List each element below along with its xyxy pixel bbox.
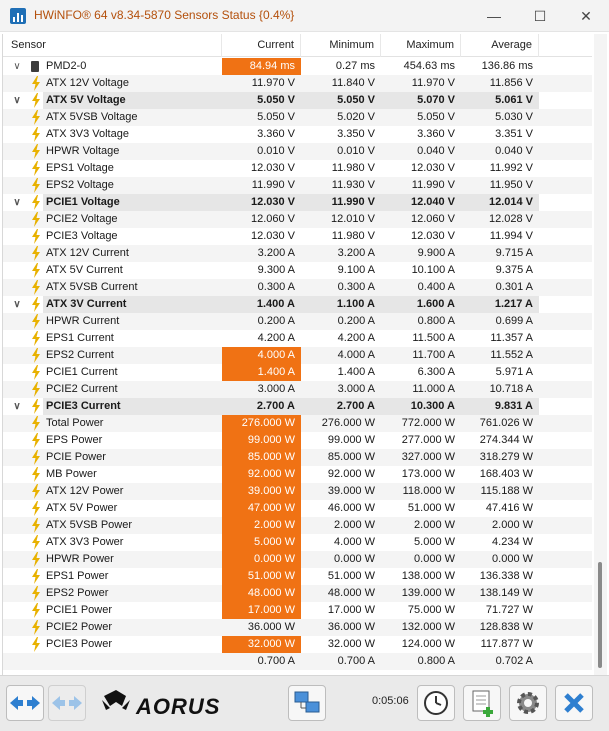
double-arrow-disabled-icon [51,693,83,713]
average-value: 5.061 V [495,94,533,106]
average-value: 12.028 V [488,213,533,225]
lightning-bolt-icon [31,246,41,261]
bottom-toolbar [0,675,609,731]
table-row[interactable] [3,500,592,517]
table-row[interactable] [3,551,592,568]
aorus-logo [100,686,260,724]
minimum-value: 36.000 W [327,621,375,633]
sensor-table [2,34,592,675]
minimize-icon: — [487,8,501,24]
sensor-label: ATX 3V Current [46,298,127,310]
minimum-value: 276.000 W [321,417,375,429]
current-value: 92.000 W [222,466,301,483]
close-sensors-button[interactable] [555,685,593,721]
average-value: 11.950 V [489,179,533,191]
table-row[interactable] [3,262,592,279]
average-value: 0.699 A [495,315,533,327]
maximum-value: 75.000 W [407,604,455,616]
current-value: 0.300 A [257,281,295,293]
maximum-value: 5.070 V [417,94,455,106]
current-value: 5.050 V [257,94,295,106]
current-value: 5.000 W [222,534,301,551]
current-value: 0.000 W [222,551,301,568]
table-row[interactable] [3,398,592,415]
table-row[interactable] [3,75,592,92]
reset-timer-button[interactable] [417,685,455,721]
sensor-label: EPS1 Voltage [46,162,114,174]
minimum-value: 85.000 W [327,451,375,463]
table-row[interactable] [3,228,592,245]
average-value: 47.416 W [485,502,533,514]
maximum-value: 12.040 V [410,196,455,208]
lightning-bolt-icon [31,144,41,159]
sensor-label: PCIE2 Current [46,383,118,395]
maximum-value: 0.040 V [417,145,455,157]
logging-button[interactable] [463,685,501,721]
sensor-label: PMD2-0 [46,60,87,72]
minimum-value: 17.000 W [327,604,375,616]
maximum-value: 0.000 W [414,553,455,565]
lightning-bolt-icon [31,195,41,210]
minimum-value: 11.980 V [331,230,375,242]
maximum-value: 11.500 A [412,332,455,344]
lightning-bolt-icon [31,603,41,618]
sensor-label: ATX 5VSB Power [46,519,132,531]
sensor-label: HPWR Voltage [46,145,120,157]
lightning-bolt-icon [31,620,41,635]
average-value: 11.994 V [489,230,533,242]
maximum-value: 132.000 W [401,621,455,633]
average-value: 117.877 W [480,638,533,650]
average-value: 11.856 V [489,77,533,89]
minimum-value: 46.000 W [327,502,375,514]
current-value: 11.990 V [251,179,295,191]
table-row[interactable] [3,636,592,653]
current-value: 84.94 ms [222,58,301,75]
sensor-label: ATX 3V3 Voltage [46,128,129,140]
sensor-label: HPWR Power [46,553,114,565]
table-row[interactable] [3,194,592,211]
maximum-value: 10.300 A [410,400,455,412]
current-value: 2.700 A [256,400,295,412]
minimum-value: 11.980 V [331,162,375,174]
sensor-label: ATX 12V Voltage [46,77,129,89]
sensor-label: PCIE2 Power [46,621,113,633]
scrollbar-thumb[interactable] [598,562,602,668]
sensor-label: EPS2 Voltage [46,179,114,191]
average-value: 71.727 W [485,604,533,616]
column-header-current[interactable]: Current [222,34,301,57]
maximum-value: 10.100 A [411,264,455,276]
maximum-value: 51.000 W [407,502,455,514]
maximum-value: 3.360 V [417,128,455,140]
maximum-value: 124.000 W [401,638,455,650]
maximum-value: 6.300 A [417,366,455,378]
network-computers-icon [293,690,321,716]
vertical-scrollbar[interactable] [594,34,607,675]
table-row[interactable] [3,449,592,466]
minimum-value: 4.200 A [337,332,375,344]
average-value: 5.971 A [495,366,533,378]
column-header-minimum[interactable]: Minimum [301,34,381,57]
switch-view-button[interactable] [48,685,86,721]
average-value: 9.715 A [495,247,533,259]
current-value: 32.000 W [222,636,301,653]
minimum-value: 32.000 W [327,638,375,650]
maximum-value: 772.000 W [401,417,455,429]
minimum-value: 9.100 A [337,264,375,276]
table-row[interactable] [3,517,592,534]
current-value: 0.010 V [257,145,295,157]
table-row[interactable] [3,177,592,194]
minimum-value: 3.200 A [337,247,375,259]
lightning-bolt-icon [31,76,41,91]
maximum-value: 277.000 W [401,434,455,446]
sensor-label: EPS2 Power [46,587,109,599]
minimum-value: 92.000 W [327,468,375,480]
average-value: 168.403 W [479,468,533,480]
table-row[interactable] [3,143,592,160]
average-value: 11.552 A [490,349,533,361]
minimum-value: 4.000 A [337,349,375,361]
sensor-label: PCIE2 Voltage [46,213,118,225]
minimum-value: 11.840 V [331,77,375,89]
current-value: 47.000 W [222,500,301,517]
maximum-value: 12.060 V [410,213,455,225]
table-row[interactable] [3,602,592,619]
lightning-bolt-icon [31,331,41,346]
table-row[interactable] [3,313,592,330]
sensor-label: MB Power [46,468,97,480]
lightning-bolt-icon [31,586,41,601]
current-value: 17.000 W [222,602,301,619]
table-row[interactable] [3,126,592,143]
current-value: 51.000 W [222,568,301,585]
sensor-label: PCIE1 Voltage [46,196,120,208]
sensor-label: PCIE3 Current [46,400,121,412]
minimum-value: 11.930 V [331,179,375,191]
column-header-average[interactable]: Average [461,34,539,57]
lightning-bolt-icon [31,433,41,448]
sensor-label: ATX 5V Voltage [46,94,126,106]
average-value: 12.014 V [488,196,533,208]
sensor-label: EPS1 Current [46,332,114,344]
window-title: HWiNFO® 64 v8.34-5870 Sensors Status {0.4%} [34,8,295,22]
sensor-label: ATX 5V Power [46,502,118,514]
lightning-bolt-icon [31,552,41,567]
sensor-label: Total Power [46,417,104,429]
chevron-down-icon[interactable]: ∨ [13,401,21,412]
sensor-label: ATX 5VSB Current [46,281,138,293]
lightning-bolt-icon [31,314,41,329]
lightning-bolt-icon [31,416,41,431]
current-value: 9.300 A [257,264,295,276]
lightning-bolt-icon [31,229,41,244]
minimum-value: 0.200 A [337,315,375,327]
close-icon: ✕ [580,7,592,24]
minimum-value: 12.010 V [330,213,375,225]
minimum-value: 2.700 A [336,400,375,412]
sensor-label: EPS1 Power [46,570,109,582]
sensor-label: ATX 12V Current [46,247,129,259]
minimum-value: 2.000 W [334,519,375,531]
table-row[interactable] [3,245,592,262]
sensor-label: PCIE Power [46,451,106,463]
maximum-value: 0.800 A [417,315,455,327]
chevron-down-icon[interactable]: ∨ [13,197,21,208]
minimum-value: 0.300 A [337,281,375,293]
current-value: 48.000 W [222,585,301,602]
sensor-label: PCIE3 Voltage [46,230,118,242]
lightning-bolt-icon [31,178,41,193]
column-header-row [3,34,592,57]
maximum-value: 5.050 V [417,111,455,123]
current-value: 12.060 V [250,213,295,225]
minimum-value: 5.020 V [337,111,375,123]
maximum-value: 12.030 V [410,230,455,242]
maximize-button[interactable] [517,0,563,32]
lightning-bolt-icon [31,161,41,176]
average-value: 138.149 W [479,587,533,599]
average-value: 9.831 A [494,400,533,412]
sensor-label: PCIE1 Current [46,366,118,378]
current-value: 12.030 V [250,196,295,208]
table-row[interactable] [3,653,592,670]
current-value: 1.400 A [256,298,295,310]
minimum-value: 11.990 V [331,196,375,208]
maximum-value: 1.600 A [416,298,455,310]
minimize-button[interactable] [471,0,517,32]
elapsed-time: 0:05:06 [372,695,409,707]
minimum-value: 0.010 V [337,145,375,157]
table-row[interactable] [3,211,592,228]
lightning-bolt-icon [31,569,41,584]
current-value: 1.400 A [222,364,301,381]
table-row[interactable] [3,296,592,313]
maximize-icon: ☐ [533,7,547,24]
sensor-label: ATX 5VSB Voltage [46,111,138,123]
current-value: 3.200 A [257,247,295,259]
table-row[interactable] [3,483,592,500]
maximum-value: 0.800 A [417,655,455,667]
average-value: 0.000 W [492,553,533,565]
current-value: 2.000 W [222,517,301,534]
maximum-value: 9.900 A [417,247,455,259]
current-value: 0.200 A [257,315,295,327]
gear-icon [514,689,542,717]
current-value: 39.000 W [222,483,301,500]
lightning-bolt-icon [31,297,41,312]
lightning-bolt-icon [31,348,41,363]
table-row[interactable] [3,364,592,381]
hwinfo-app-icon [10,8,26,24]
average-value: 761.026 W [479,417,533,429]
lightning-bolt-icon [31,518,41,533]
lightning-bolt-icon [31,280,41,295]
minimum-value: 5.050 V [337,94,375,106]
table-row[interactable] [3,466,592,483]
maximum-value: 5.000 W [414,536,455,548]
average-value: 274.344 W [479,434,533,446]
lightning-bolt-icon [31,93,41,108]
average-value: 2.000 W [492,519,533,531]
sensor-label: PCIE1 Power [46,604,113,616]
minimum-value: 4.000 W [334,536,375,548]
average-value: 0.702 A [495,655,533,667]
title-bar [0,0,609,32]
average-value: 10.718 A [489,383,533,395]
sensor-rows [3,58,592,670]
table-row[interactable] [3,279,592,296]
table-row[interactable] [3,160,592,177]
table-row[interactable] [3,92,592,109]
minimum-value: 0.27 ms [335,60,375,72]
sensor-label: ATX 3V3 Power [46,536,124,548]
settings-button[interactable] [509,685,547,721]
current-value: 4.200 A [257,332,295,344]
close-button[interactable] [563,0,609,32]
maximum-value: 2.000 W [414,519,455,531]
average-value: 115.188 W [480,485,533,497]
lightning-bolt-icon [31,467,41,482]
sensor-label: EPS2 Current [46,349,114,361]
minimum-value: 3.350 V [337,128,375,140]
current-value: 3.000 A [257,383,295,395]
average-value: 128.838 W [479,621,533,633]
table-row[interactable] [3,347,592,364]
maximum-value: 11.700 A [412,349,455,361]
current-value: 5.050 V [257,111,295,123]
average-value: 5.030 V [495,111,533,123]
average-value: 318.279 W [479,451,533,463]
chevron-down-icon[interactable]: ∨ [13,95,21,106]
current-value: 3.360 V [257,128,295,140]
table-row[interactable] [3,534,592,551]
clock-icon [422,689,450,717]
lightning-bolt-icon [31,212,41,227]
current-value: 85.000 W [222,449,301,466]
current-value: 276.000 W [222,415,301,432]
maximum-value: 138.000 W [401,570,455,582]
chevron-down-icon[interactable]: ∨ [13,61,21,72]
maximum-value: 118.000 W [402,485,455,497]
current-value: 11.970 V [251,77,295,89]
minimum-value: 51.000 W [327,570,375,582]
average-value: 0.040 V [495,145,533,157]
lightning-bolt-icon [31,110,41,125]
average-value: 4.234 W [492,536,533,548]
lightning-bolt-icon [31,450,41,465]
sensor-label: HPWR Current [46,315,120,327]
network-sensors-button[interactable] [288,685,326,721]
table-row[interactable] [3,381,592,398]
maximum-value: 11.990 V [411,179,455,191]
maximum-value: 139.000 W [401,587,455,599]
maximum-value: 0.400 A [417,281,455,293]
table-row[interactable] [3,585,592,602]
table-row[interactable] [3,109,592,126]
sensor-label: ATX 12V Power [46,485,124,497]
current-value: 12.030 V [250,162,295,174]
lightning-bolt-icon [31,637,41,652]
current-value: 36.000 W [247,621,295,633]
current-value: 99.000 W [222,432,301,449]
lightning-bolt-icon [31,501,41,516]
device-chip-icon [31,61,39,72]
chevron-down-icon[interactable]: ∨ [13,299,21,310]
lightning-bolt-icon [31,127,41,142]
minimum-value: 1.400 A [337,366,375,378]
maximum-value: 11.000 A [412,383,455,395]
minimum-value: 0.000 W [334,553,375,565]
table-row[interactable] [3,415,592,432]
sensor-label: EPS Power [46,434,103,446]
maximum-value: 11.970 V [411,77,455,89]
lightning-bolt-icon [31,365,41,380]
minimum-value: 1.100 A [336,298,375,310]
lightning-bolt-icon [31,263,41,278]
current-value: 12.030 V [250,230,295,242]
lightning-bolt-icon [31,484,41,499]
average-value: 11.357 A [490,332,533,344]
current-value: 4.000 A [222,347,301,364]
table-row[interactable] [3,619,592,636]
average-value: 136.338 W [479,570,533,582]
maximum-value: 327.000 W [401,451,455,463]
double-arrow-icon [9,693,41,713]
minimum-value: 39.000 W [327,485,375,497]
minimum-value: 0.700 A [337,655,375,667]
average-value: 0.301 A [495,281,533,293]
column-header-maximum[interactable]: Maximum [381,34,461,57]
average-value: 9.375 A [495,264,533,276]
table-row[interactable] [3,432,592,449]
minimum-value: 99.000 W [327,434,375,446]
average-value: 136.86 ms [481,60,533,72]
sensor-label: PCIE3 Power [46,638,113,650]
average-value: 11.992 V [489,162,533,174]
maximum-value: 173.000 W [401,468,455,480]
maximum-value: 454.63 ms [403,60,455,72]
maximum-value: 12.030 V [410,162,455,174]
average-value: 3.351 V [495,128,533,140]
prev-next-sensor-button[interactable] [6,685,44,721]
minimum-value: 48.000 W [327,587,375,599]
table-row[interactable] [3,58,592,75]
sensor-label: ATX 5V Current [46,264,123,276]
blue-x-icon [561,690,587,716]
lightning-bolt-icon [31,399,41,414]
current-value: 0.700 A [257,655,295,667]
lightning-bolt-icon [31,382,41,397]
table-row[interactable] [3,330,592,347]
column-header-sensor[interactable]: Sensor [3,34,222,57]
svg-text:AORUS: AORUS [136,694,221,719]
lightning-bolt-icon [31,535,41,550]
average-value: 1.217 A [494,298,533,310]
minimum-value: 3.000 A [337,383,375,395]
table-row[interactable] [3,568,592,585]
log-file-add-icon [468,688,496,718]
